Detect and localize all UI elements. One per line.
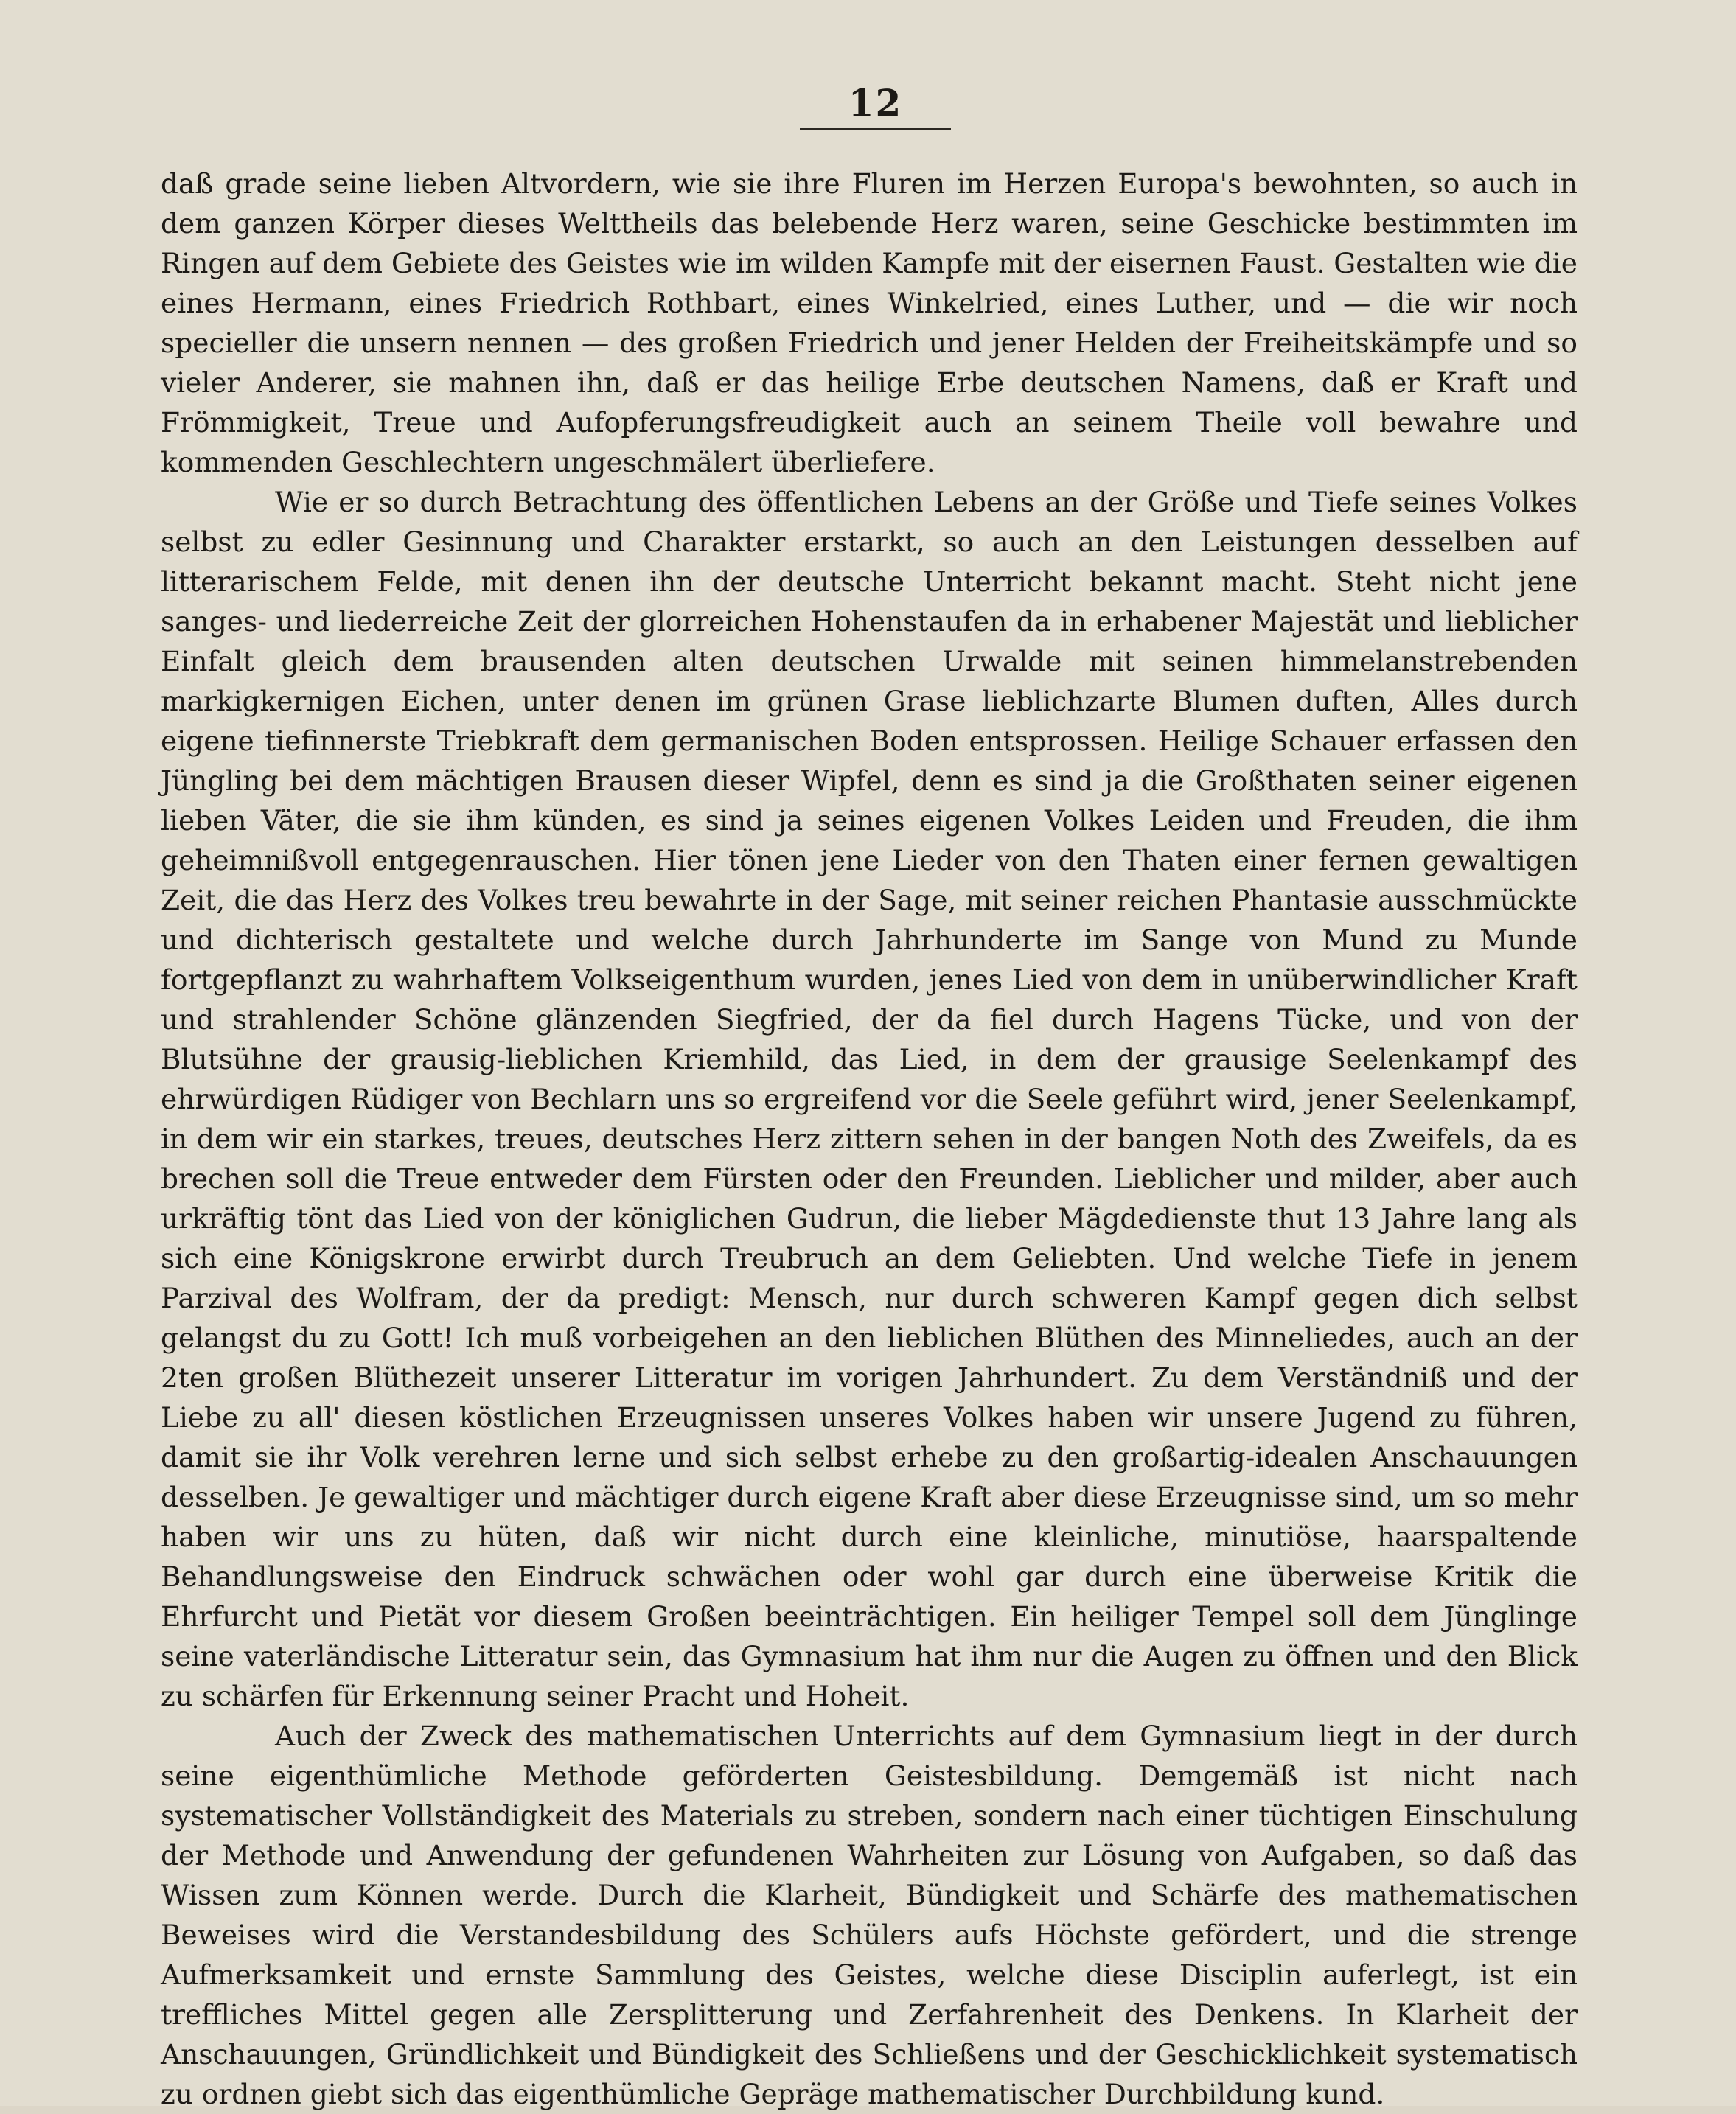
paragraph: Auch der Zweck des mathematischen Unterrichts auf dem Gymnasium liegt in der durch seine eigenthümliche Methode geförderten Geistesbildung. Demgemäß ist nicht nach systematischer Vollständigkeit des Materials zu streben, sondern nach einer tüchtigen Einschulung der Methode und Anwendung der gefundenen Wahrheiten zur Lösung von Aufgaben, so daß das Wissen zum Können werde. Durch die Klarheit, Bündigkeit und Schärfe des mathematischen Beweises wird die Verstandesbildung des Schülers aufs Höchste gefördert, und die strenge Aufmerksamkeit und ernste Sammlung des Geistes, welche diese Disciplin auferlegt, ist ein treffliches Mittel gegen alle Zersplitterung und Zerfahrenheit des Denkens. In Klarheit der Anschauungen, Gründlichkeit und Bündigkeit des Schließens und der Geschicklichkeit systematisch zu ordnen giebt sich das eigenthümliche Gepräge mathematischer Durchbildung kund. bbox=[161, 1720, 1578, 2110]
page-number: 12 bbox=[848, 81, 903, 125]
paragraph: daß grade seine lieben Altvordern, wie sie ihre Fluren im Herzen Europa's bewohnten, so auch in dem ganzen Körper dieses Welttheils das belebende Herz waren, seine Geschicke bestimmten im Ringen auf dem Gebiete des Geistes wie im wilden Kampfe mit der eisernen Faust. Gestalten wie die eines Hermann, eines Friedrich Rothbart, eines Winkelried, eines Luther, und — die wir noch specieller die unsern nennen — des großen Friedrich und jener Helden der Freiheitskämpfe und so vieler Anderer, sie mahnen ihn, daß er das heilige Erbe deutschen Namens, daß er Kraft und Frömmigkeit, Treue und Aufopferungsfreudigkeit auch an seinem Theile voll bewahre und kommenden Geschlechtern ungeschmälert überliefere. bbox=[161, 167, 1578, 478]
page-header bbox=[800, 81, 951, 130]
body-text bbox=[161, 164, 1578, 2114]
header-rule bbox=[800, 128, 951, 130]
paragraph: Wie er so durch Betrachtung des öffentlichen Lebens an der Größe und Tiefe seines Volkes selbst zu edler Gesinnung und Charakter erstarkt, so auch an den Leistungen desselben auf litterarischem Felde, mit denen ihn der deutsche Unterricht bekannt macht. Steht nicht jene sanges- und liederreiche Zeit der glorreichen Hohenstaufen da in erhabener Majestät und lieblicher Einfalt gleich dem brausenden alten deutschen Urwalde mit seinen himmelanstrebenden markigkernigen Eichen, unter denen im grünen Grase lieblichzarte Blumen duften, Alles durch eigene tiefinnerste Triebkraft dem germanischen Boden entsprossen. Heilige Schauer erfassen den Jüngling bei dem mächtigen Brausen dieser Wipfel, denn es sind ja die Großthaten seiner eigenen lieben Väter, die sie ihm künden, es sind ja seines eigenen Volkes Leiden und Freuden, die ihm geheimnißvoll entgegenrauschen. Hier tönen jene Lieder von den Thaten einer fernen gewaltigen Zeit, die das Herz des Volkes treu bewahrte in der Sage, mit seiner reichen Phantasie ausschmückte und dichterisch gestaltete und welche durch Jahrhunderte im Sange von Mund zu Munde fortgepflanzt zu wahrhaftem Volkseigenthum wurden, jenes Lied von dem in unüberwindlicher Kraft und strahlender Schöne glänzenden Siegfried, der da fiel durch Hagens Tücke, und von der Blutsühne der grausig-lieblichen Kriemhild, das Lied, in dem der grausige Seelenkampf des ehrwürdigen Rüdiger von Bechlarn uns so ergreifend vor die Seele geführt wird, jener Seelenkampf, in dem wir ein starkes, treues, deutsches Herz zittern sehen in der bangen Noth des Zweifels, da es brechen soll die Treue entweder dem Fürsten oder den Freunden. Lieblicher und milder, aber auch urkräftig tönt das Lied von der königlichen Gudrun, die lieber Mägdedienste thut 13 Jahre lang als sich eine Königskrone erwirbt durch Treubruch an dem Geliebten. Und welche Tiefe in jenem Parzival des Wolfram, der da predigt: Mensch, nur durch schweren Kampf gegen dich selbst gelangst du zu Gott! Ich muß vorbeigehen an den lieblichen Blüthen des Minneliedes, auch an der 2ten großen Blüthezeit unserer Litteratur im vorigen Jahrhundert. Zu dem Verständniß und der Liebe zu all' diesen köstlichen Erzeugnissen unseres Volkes haben wir unsere Jugend zu führen, damit sie ihr Volk verehren lerne und sich selbst erhebe zu den großartig-idealen Anschauungen desselben. Je gewaltiger und mächtiger durch eigene Kraft aber diese Erzeugnisse sind, um so mehr haben wir uns zu hüten, daß wir nicht durch eine kleinliche, minutiöse, haarspaltende Behandlungsweise den Eindruck schwächen oder wohl gar durch eine überweise Kritik die Ehrfurcht und Pietät vor diesem Großen beeinträchtigen. Ein heiliger Tempel soll dem Jünglinge seine vaterländische Litteratur sein, das Gymnasium hat ihm nur die Augen zu öffnen und den Blick zu schärfen für Erkennung seiner Pracht und Hoheit. bbox=[161, 486, 1578, 1712]
